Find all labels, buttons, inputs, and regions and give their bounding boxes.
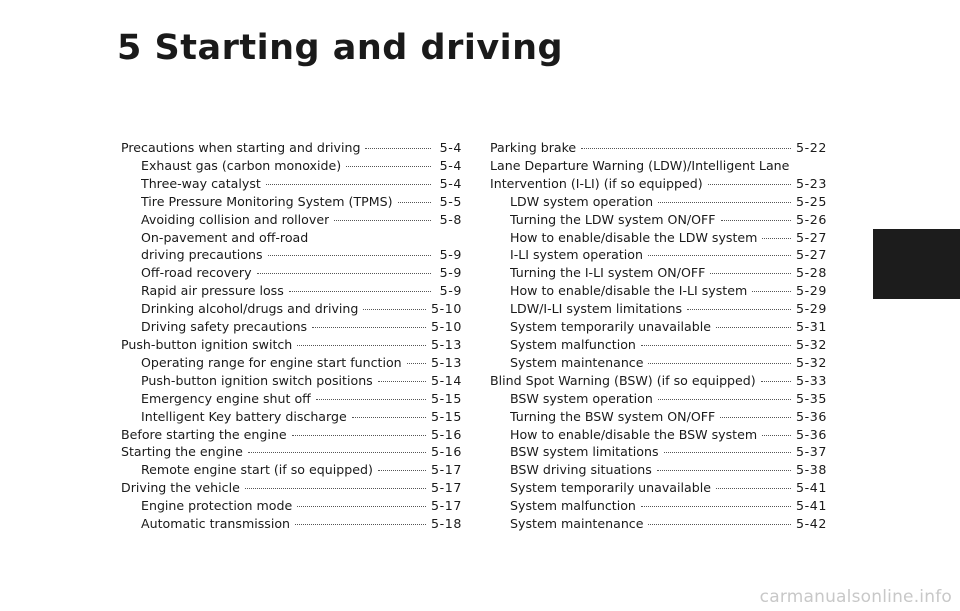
- toc-page-number: 5-31: [796, 319, 827, 335]
- toc-page-number: 5-29: [796, 301, 827, 317]
- toc-leader-dots: [334, 220, 431, 221]
- toc-page-number: 5-13: [431, 354, 462, 370]
- toc-subentry[interactable]: [490, 336, 827, 354]
- toc-subentry[interactable]: [490, 515, 827, 533]
- toc-leader-dots: [297, 345, 426, 346]
- toc-entry-title: Turning the I-LI system ON/OFF: [510, 265, 706, 281]
- toc-page-number: 5-9: [439, 283, 462, 299]
- toc-page-number: 5-41: [796, 480, 827, 496]
- toc-page-number: 5-23: [796, 175, 827, 191]
- toc-entry-title: I-LI system operation: [510, 247, 643, 263]
- toc-entry-title: Operating range for engine start function: [141, 354, 402, 370]
- toc-leader-dots: [648, 524, 791, 525]
- toc-entry-title: Drinking alcohol/drugs and driving: [141, 301, 359, 317]
- toc-page-number: 5-27: [796, 229, 827, 245]
- toc-subentry[interactable]: [121, 211, 462, 229]
- toc-entry-title: System temporarily unavailable: [510, 480, 711, 496]
- toc-entry-title: Turning the BSW system ON/OFF: [510, 408, 716, 424]
- toc-page-number: 5-4: [439, 175, 462, 191]
- toc-page-number: 5-41: [796, 498, 827, 514]
- toc-entry-title: Push-button ignition switch positions: [141, 372, 373, 388]
- toc-leader-dots: [352, 417, 426, 418]
- toc-leader-dots: [721, 220, 791, 221]
- toc-page-number: 5-29: [796, 283, 827, 299]
- toc-subentry[interactable]: [121, 318, 462, 336]
- toc-entry-title: Off-road recovery: [141, 265, 252, 281]
- toc-leader-dots: [762, 238, 791, 239]
- toc-leader-dots: [687, 309, 791, 310]
- toc-entry-title-cont: driving precautions: [141, 247, 263, 263]
- toc-entry-title: LDW/I-LI system limitations: [510, 301, 683, 317]
- toc-entry-title: Emergency engine shut off: [141, 390, 311, 406]
- toc-page-number: 5-10: [431, 301, 462, 317]
- toc-page-number: 5-14: [431, 372, 462, 388]
- toc-entry-title: Blind Spot Warning (BSW) (if so equipped): [490, 372, 756, 388]
- toc-entry-title: On-pavement and off-road: [141, 229, 309, 245]
- toc-left-column: [121, 139, 462, 533]
- chapter-tab-marker: [873, 229, 960, 299]
- toc-entry-title: Avoiding collision and rollover: [141, 211, 330, 227]
- toc-page-number: 5-16: [431, 444, 462, 460]
- toc-entry-title: Automatic transmission: [141, 516, 291, 532]
- toc-page-number: 5-15: [431, 408, 462, 424]
- toc-leader-dots: [268, 255, 431, 256]
- toc-entry-title: How to enable/disable the LDW system: [510, 229, 758, 245]
- toc-subentry[interactable]: [490, 246, 827, 264]
- toc-leader-dots: [346, 166, 431, 167]
- toc-leader-dots: [289, 291, 431, 292]
- toc-subentry[interactable]: [121, 515, 462, 533]
- toc-entry-title: BSW system operation: [510, 390, 653, 406]
- toc-page-number: 5-36: [796, 426, 827, 442]
- toc-subentry[interactable]: [490, 390, 827, 408]
- toc-subentry[interactable]: [490, 443, 827, 461]
- toc-leader-dots: [708, 184, 791, 185]
- toc-subentry[interactable]: [490, 318, 827, 336]
- toc-page-number: 5-17: [431, 498, 462, 514]
- toc-subentry[interactable]: [121, 229, 462, 265]
- toc-leader-dots: [752, 291, 791, 292]
- toc-page-number: 5-17: [431, 462, 462, 478]
- toc-leader-dots: [295, 524, 426, 525]
- toc-entry-title: Starting the engine: [121, 444, 243, 460]
- toc-page-number: 5-42: [796, 516, 827, 532]
- toc-entry-title: Tire Pressure Monitoring System (TPMS): [141, 193, 393, 209]
- toc-leader-dots: [316, 399, 426, 400]
- toc-subentry[interactable]: [490, 264, 827, 282]
- toc-leader-dots: [648, 363, 791, 364]
- toc-page-number: 5-9: [439, 265, 462, 281]
- toc-entry-title: Remote engine start (if so equipped): [141, 462, 373, 478]
- toc-entry-title: System maintenance: [510, 516, 644, 532]
- toc-subentry[interactable]: [121, 175, 462, 193]
- toc-entry-title: BSW system limitations: [510, 444, 659, 460]
- toc-entry-title: System temporarily unavailable: [510, 319, 711, 335]
- toc-leader-dots: [762, 435, 791, 436]
- toc-page-number: 5-10: [431, 319, 462, 335]
- toc-entry-line: [490, 175, 827, 193]
- toc-leader-dots: [248, 452, 426, 453]
- toc-entry-title: Push-button ignition switch: [121, 336, 293, 352]
- toc-entry-title: Engine protection mode: [141, 498, 293, 514]
- toc-entry-title: Precautions when starting and driving: [121, 140, 361, 155]
- toc-page-number: 5-15: [431, 390, 462, 406]
- toc-subentry[interactable]: [121, 264, 462, 282]
- toc-leader-dots: [710, 273, 791, 274]
- toc-leader-dots: [407, 363, 426, 364]
- toc-subentry[interactable]: [121, 300, 462, 318]
- toc-leader-dots: [266, 184, 431, 185]
- toc-entry-title-cont: Intervention (I-LI) (if so equipped): [490, 175, 703, 191]
- toc-entry[interactable]: [490, 139, 827, 157]
- toc-page-number: 5-26: [796, 211, 827, 227]
- toc-page-number: 5-8: [439, 211, 462, 227]
- toc-entry-title: System malfunction: [510, 336, 636, 352]
- toc-leader-dots: [245, 488, 426, 489]
- toc-subentry[interactable]: [490, 408, 827, 426]
- toc-subentry[interactable]: [121, 497, 462, 515]
- toc-leader-dots: [581, 148, 791, 149]
- toc-subentry[interactable]: [490, 211, 827, 229]
- toc-entry[interactable]: [490, 157, 827, 193]
- toc-entry-title: BSW driving situations: [510, 462, 652, 478]
- toc-entry-title: How to enable/disable the BSW system: [510, 426, 758, 442]
- toc-subentry[interactable]: [490, 461, 827, 479]
- toc-leader-dots: [641, 506, 791, 507]
- toc-page-number: 5-13: [431, 336, 462, 352]
- toc-page-number: 5-5: [439, 193, 462, 209]
- toc-page-number: 5-33: [796, 372, 827, 388]
- toc-entry-title: Rapid air pressure loss: [141, 283, 284, 299]
- toc-subentry[interactable]: [490, 426, 827, 444]
- toc-entry[interactable]: [121, 479, 462, 497]
- toc-entry-title: Driving the vehicle: [121, 480, 240, 496]
- toc-page-number: 5-35: [796, 390, 827, 406]
- toc-entry-title: Driving safety precautions: [141, 319, 308, 335]
- toc-entry-title: System maintenance: [510, 354, 644, 370]
- toc-page-number: 5-28: [796, 265, 827, 281]
- toc-page-number: 5-38: [796, 462, 827, 478]
- toc-subentry[interactable]: [490, 354, 827, 372]
- toc-leader-dots: [761, 381, 791, 382]
- toc-entry[interactable]: [121, 426, 462, 444]
- toc-subentry[interactable]: [121, 390, 462, 408]
- toc-entry-title: How to enable/disable the I-LI system: [510, 283, 748, 299]
- toc-page-number: 5-36: [796, 408, 827, 424]
- toc-subentry[interactable]: [121, 282, 462, 300]
- toc-leader-dots: [716, 327, 791, 328]
- toc-page-number: 5-4: [439, 157, 462, 173]
- toc-page-number: 5-32: [796, 336, 827, 352]
- toc-entry-line: [141, 246, 462, 264]
- toc-entry-title: Three-way catalyst: [141, 175, 261, 191]
- toc-entry-title: Exhaust gas (carbon monoxide): [141, 157, 342, 173]
- toc-leader-dots: [648, 255, 791, 256]
- chapter-title: 5 Starting and driving: [117, 28, 564, 68]
- toc-page-number: 5-9: [439, 247, 462, 263]
- toc-leader-dots: [641, 345, 791, 346]
- toc-entry-title: LDW system operation: [510, 193, 654, 209]
- toc-leader-dots: [365, 148, 431, 149]
- toc-subentry[interactable]: [121, 157, 462, 175]
- toc-page-number: 5-4: [439, 140, 462, 155]
- toc-page-number: 5-32: [796, 354, 827, 370]
- toc-subentry[interactable]: [490, 282, 827, 300]
- toc-entry-title: Before starting the engine: [121, 426, 287, 442]
- toc-leader-dots: [658, 399, 791, 400]
- toc-entry[interactable]: [121, 443, 462, 461]
- toc-leader-dots: [720, 417, 791, 418]
- toc-subentry[interactable]: [490, 497, 827, 515]
- toc-subentry[interactable]: [490, 479, 827, 497]
- toc-page-number: 5-18: [431, 516, 462, 532]
- toc-subentry[interactable]: [490, 229, 827, 247]
- toc-leader-dots: [378, 470, 426, 471]
- toc-entry-title: Lane Departure Warning (LDW)/Intelligent Lane: [490, 157, 790, 173]
- toc-leader-dots: [398, 202, 431, 203]
- toc-entry[interactable]: [490, 372, 827, 390]
- toc-leader-dots: [363, 309, 426, 310]
- toc-leader-dots: [664, 452, 792, 453]
- toc-entry-title: System malfunction: [510, 498, 636, 514]
- toc-entry-title: Parking brake: [490, 140, 577, 155]
- toc-right-column: [490, 139, 827, 533]
- toc-leader-dots: [257, 273, 431, 274]
- toc-subentry[interactable]: [121, 461, 462, 479]
- toc-leader-dots: [312, 327, 426, 328]
- toc-leader-dots: [297, 506, 426, 507]
- toc-page-number: 5-17: [431, 480, 462, 496]
- toc-page-number: 5-25: [796, 193, 827, 209]
- toc-page-number: 5-16: [431, 426, 462, 442]
- toc-leader-dots: [378, 381, 426, 382]
- toc-subentry[interactable]: [121, 193, 462, 211]
- toc-page-number: 5-27: [796, 247, 827, 263]
- toc-leader-dots: [716, 488, 791, 489]
- toc-leader-dots: [657, 470, 791, 471]
- toc-subentry[interactable]: [121, 372, 462, 390]
- toc-page-number: 5-37: [796, 444, 827, 460]
- toc-leader-dots: [658, 202, 791, 203]
- toc-page-number: 5-22: [796, 140, 827, 155]
- toc-subentry[interactable]: [490, 300, 827, 318]
- toc-entry[interactable]: [121, 139, 462, 157]
- toc-subentry[interactable]: [121, 408, 462, 426]
- watermark: carmanualsonline.info: [759, 587, 952, 607]
- toc-entry-title: Turning the LDW system ON/OFF: [510, 211, 716, 227]
- toc-entry-title: Intelligent Key battery discharge: [141, 408, 347, 424]
- toc-leader-dots: [292, 435, 426, 436]
- toc-entry[interactable]: [121, 336, 462, 354]
- toc-subentry[interactable]: [490, 193, 827, 211]
- toc-subentry[interactable]: [121, 354, 462, 372]
